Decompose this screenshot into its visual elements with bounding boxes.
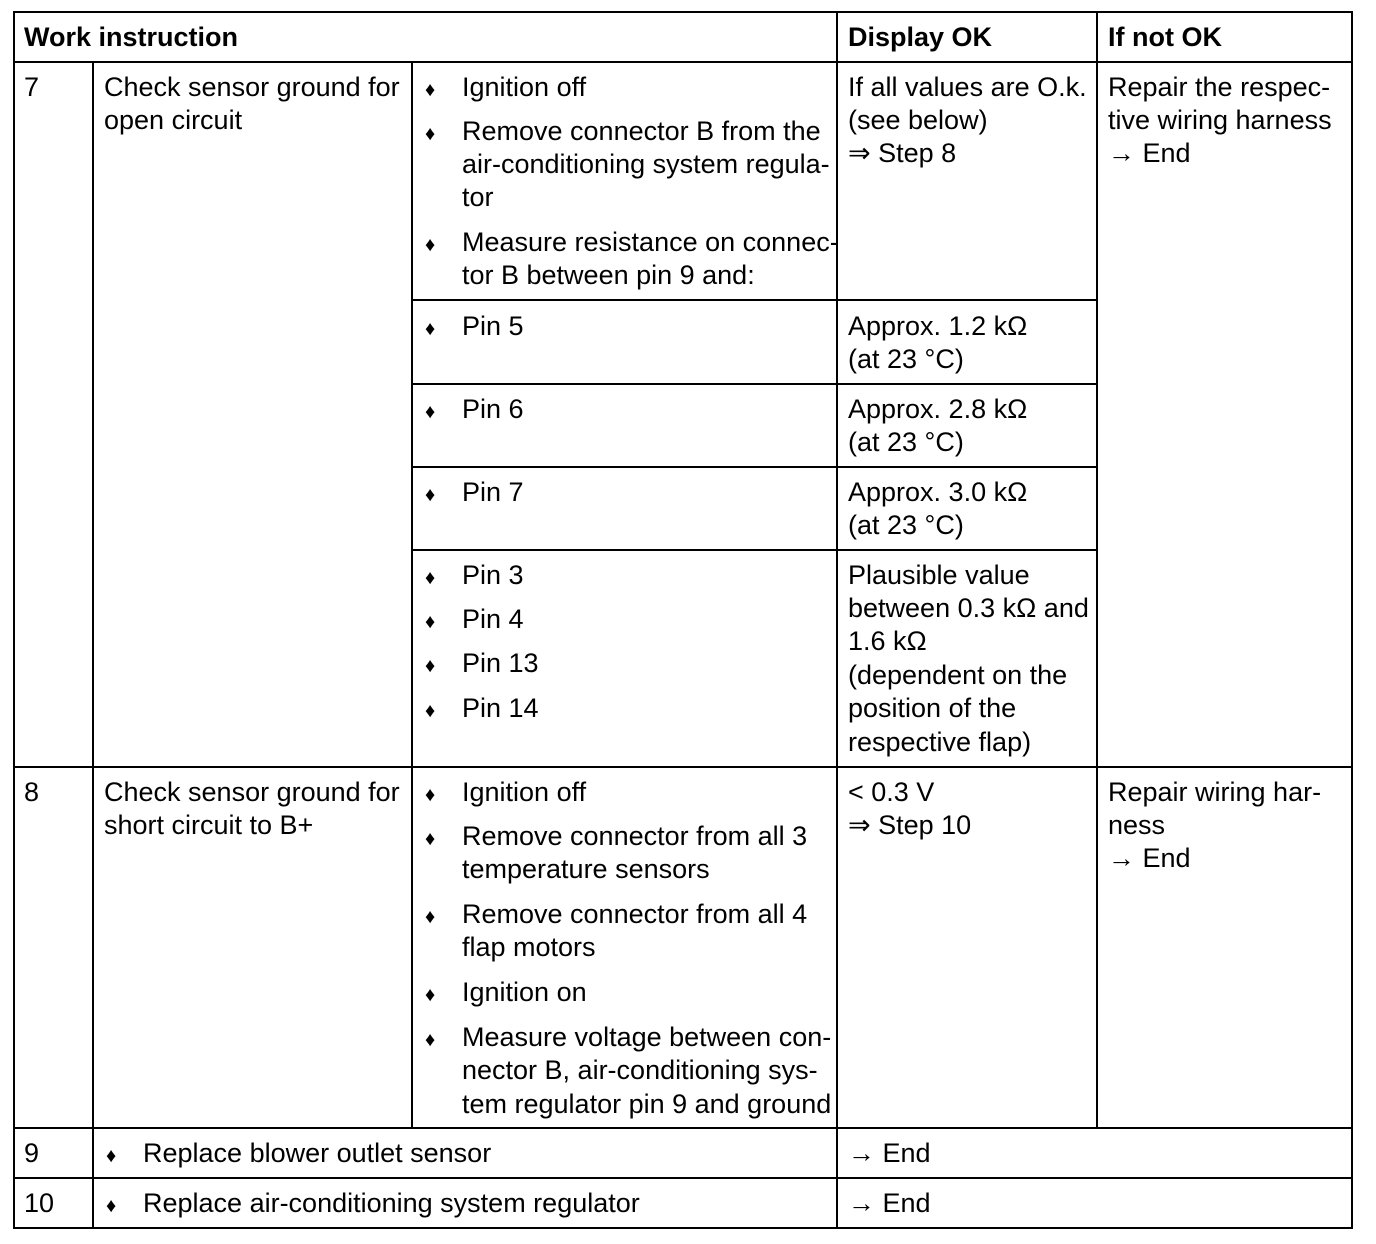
pin-label: Pin 7 [462,477,524,507]
bullet-icon: ♦ [425,700,436,722]
action-text: Measure voltage between con- [462,1022,832,1052]
if-not-ok-text: → End [1108,138,1191,168]
step-title-line: open circuit [104,105,243,135]
pin-divider [412,299,1098,301]
action-text: temperature sensors [462,854,710,884]
row-divider [13,766,1353,768]
action-text: flap motors [462,932,596,962]
bullet-icon: ♦ [425,234,436,256]
action-text: Measure resistance on connec- [462,227,839,257]
pin-label: Pin 14 [462,693,539,723]
bullet-icon: ♦ [425,828,436,850]
action-text: Remove connector from all 4 [462,899,808,929]
pin-display-text: (at 23 °C) [848,427,964,457]
pin-display-text: Approx. 1.2 kΩ [848,311,1028,341]
action-text: nector B, air-conditioning sys- [462,1055,818,1085]
pin-label: Pin 5 [462,311,524,341]
bullet-icon: ♦ [425,655,436,677]
bullet-icon: ♦ [425,784,436,806]
pin-display-text: respective flap) [848,727,1032,757]
row-divider [13,1177,1353,1179]
header-if-not-ok: If not OK [1108,22,1222,52]
bullet-icon: ♦ [425,484,436,506]
header-display-ok: Display OK [848,22,993,52]
bullet-icon: ♦ [425,123,436,145]
table-border-bottom [13,1227,1353,1229]
pin-label: Pin 3 [462,560,524,590]
step-number: 8 [24,777,40,807]
step-title-line: Check sensor ground for [104,777,400,807]
bullet-icon: ♦ [425,1029,436,1051]
action-text: Remove connector from all 3 [462,821,808,851]
action-text: tor [462,182,494,212]
pin-label: Pin 6 [462,394,524,424]
pin-display-text: (at 23 °C) [848,510,964,540]
if-not-ok-text: tive wiring harness [1108,105,1332,135]
table-border-top [13,11,1353,13]
pin-divider [412,549,1098,551]
action-text: Ignition off [462,777,587,807]
bullet-icon: ♦ [106,1145,117,1167]
step-number: 10 [24,1188,55,1218]
bullet-icon: ♦ [425,318,436,340]
display-ok-text: If all values are O.k. [848,72,1087,102]
action-text: Replace air-conditioning system regulator [143,1188,640,1218]
action-text: air-conditioning system regula- [462,149,830,179]
result-text: → End [848,1138,931,1168]
step-number: 7 [24,72,40,102]
display-ok-text: ⇒ Step 10 [848,810,972,840]
action-text: Ignition off [462,72,587,102]
table-border-right [1351,11,1353,1229]
action-text: Ignition on [462,977,587,1007]
column-divider [836,11,838,1229]
pin-display-text: (at 23 °C) [848,344,964,374]
pin-display-text: position of the [848,693,1017,723]
column-divider [1096,11,1098,1129]
pin-display-text: 1.6 kΩ [848,626,927,656]
pin-label: Pin 4 [462,604,524,634]
bullet-icon: ♦ [425,79,436,101]
pin-display-text: (dependent on the [848,660,1068,690]
pin-divider [412,466,1098,468]
action-text: tor B between pin 9 and: [462,260,755,290]
bullet-icon: ♦ [106,1195,117,1217]
action-text: tem regulator pin 9 and ground [462,1089,832,1119]
table-border-left [13,11,15,1229]
if-not-ok-text: ness [1108,810,1166,840]
action-text: Replace blower outlet sensor [143,1138,492,1168]
if-not-ok-text: → End [1108,843,1191,873]
bullet-icon: ♦ [425,984,436,1006]
pin-divider [412,383,1098,385]
header-divider [13,61,1353,63]
bullet-icon: ♦ [425,906,436,928]
header-work-instruction: Work instruction [24,22,239,52]
if-not-ok-text: Repair wiring har- [1108,777,1322,807]
bullet-icon: ♦ [425,611,436,633]
step-number: 9 [24,1138,40,1168]
display-ok-text: ⇒ Step 8 [848,138,957,168]
action-text: Remove connector B from the [462,116,821,146]
column-divider [92,61,94,1229]
display-ok-text: (see below) [848,105,988,135]
pin-display-text: Approx. 2.8 kΩ [848,394,1028,424]
bullet-icon: ♦ [425,401,436,423]
bullet-icon: ♦ [425,567,436,589]
step-title-line: Check sensor ground for [104,72,400,102]
row-divider [13,1127,1353,1129]
pin-display-text: between 0.3 kΩ and [848,593,1089,623]
pin-display-text: Plausible value [848,560,1030,590]
if-not-ok-text: Repair the respec- [1108,72,1331,102]
step-title-line: short circuit to B+ [104,810,314,840]
pin-display-text: Approx. 3.0 kΩ [848,477,1028,507]
result-text: → End [848,1188,931,1218]
display-ok-text: < 0.3 V [848,777,935,807]
column-divider [411,61,413,1129]
pin-label: Pin 13 [462,648,539,678]
